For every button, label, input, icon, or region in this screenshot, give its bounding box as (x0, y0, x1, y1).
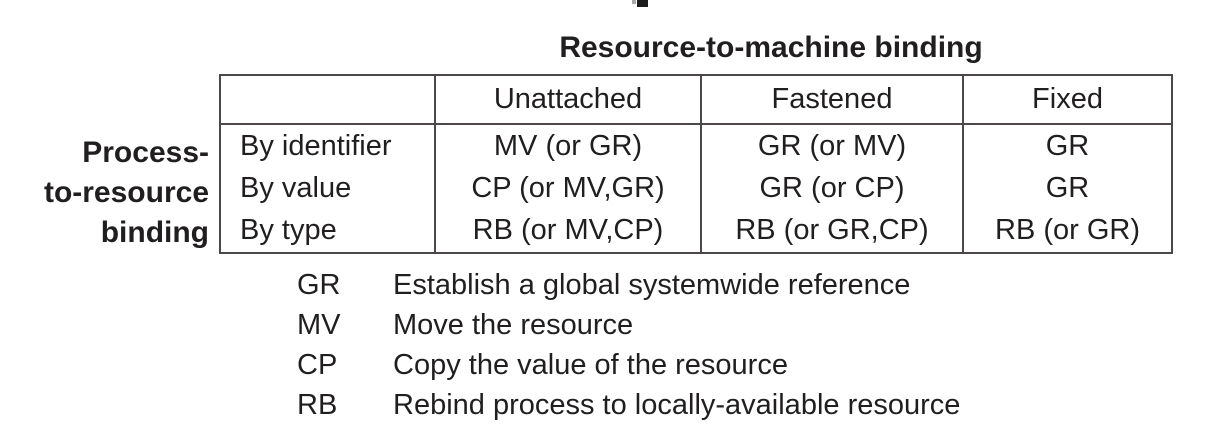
column-group-title: Resource-to-machine binding (559, 31, 983, 64)
row-label-by-type: By type (240, 214, 337, 247)
legend-code: CP (297, 349, 338, 381)
table-cell: RB (or GR) (962, 210, 1171, 252)
legend-code: GR (297, 269, 341, 301)
legend-row-gr (297, 265, 960, 305)
row-group-title-line-1: Process- (82, 136, 209, 169)
cropped-text-artifact (637, 0, 648, 7)
row-group-title-line-3: binding (100, 216, 209, 249)
row-label-by-identifier: By identifier (240, 129, 392, 162)
binding-table (219, 74, 1173, 254)
legend-description: Copy the value of the resource (393, 349, 788, 381)
header-cell-unattached: Unattached (434, 76, 700, 125)
legend-code: MV (297, 309, 341, 341)
row-group-title-line-2: to-resource (43, 176, 209, 209)
abbreviation-legend (297, 265, 960, 425)
table-cell: RB (or GR,CP) (700, 210, 962, 252)
row-label-by-value: By value (240, 171, 352, 204)
table-cell: GR (962, 125, 1171, 167)
row-group-title (0, 133, 209, 253)
legend-description: Establish a global systemwide reference (393, 269, 911, 301)
table-cell: GR (or CP) (700, 167, 962, 209)
header-cell-fixed: Fixed (962, 76, 1171, 125)
table-cell: GR (or MV) (700, 125, 962, 167)
legend-description: Move the resource (393, 309, 634, 341)
table-cell: CP (or MV,GR) (434, 167, 700, 209)
table-cell: GR (962, 167, 1171, 209)
legend-row-rb (297, 385, 960, 425)
legend-row-cp (297, 345, 960, 385)
table-cell: MV (or GR) (434, 125, 700, 167)
table-cell: RB (or MV,CP) (434, 210, 700, 252)
header-cell-empty (221, 76, 434, 125)
legend-row-mv (297, 305, 960, 345)
header-cell-fastened: Fastened (700, 76, 962, 125)
legend-description: Rebind process to locally-available resource (393, 389, 961, 421)
legend-code: RB (297, 389, 338, 421)
